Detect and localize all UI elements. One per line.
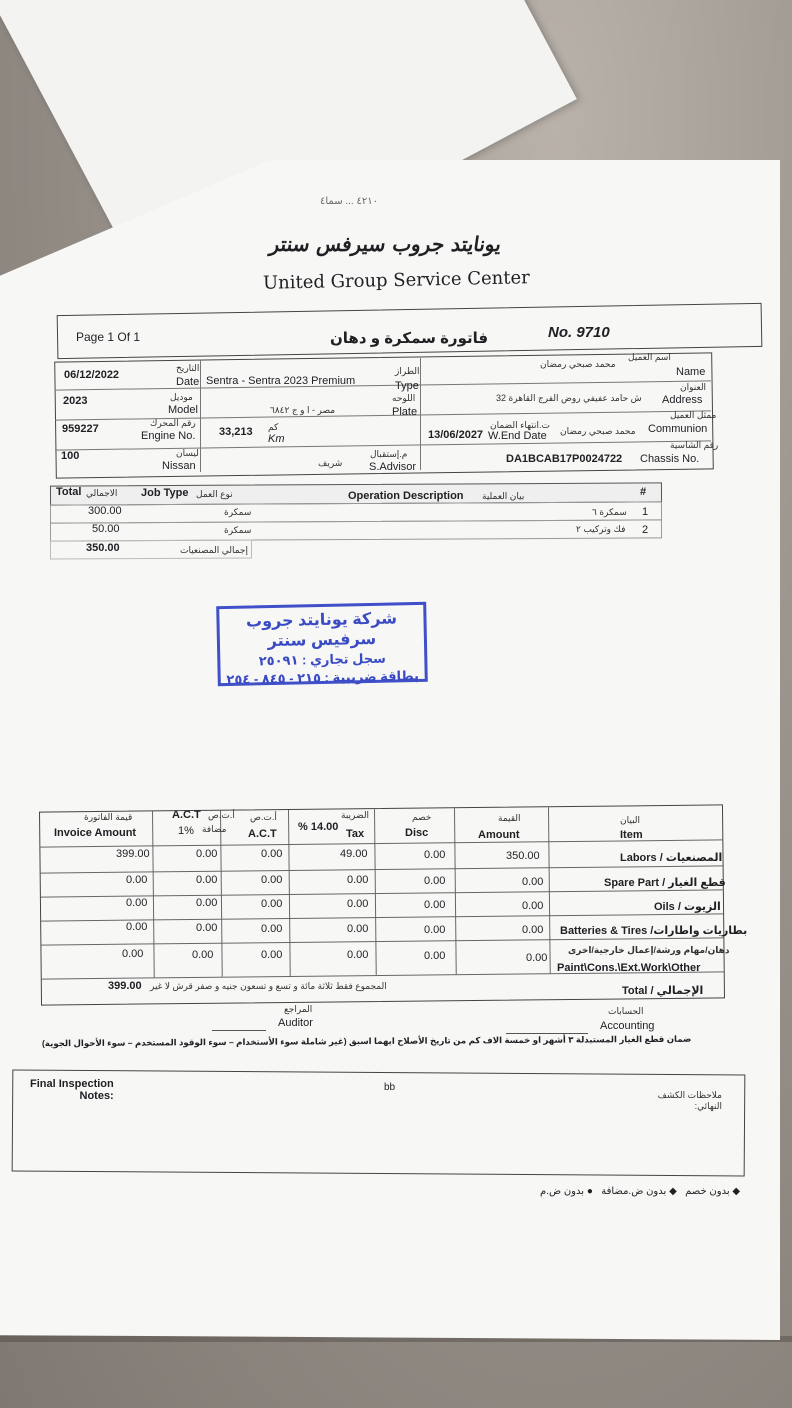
fin-item: Oils / الزيوت [654, 901, 721, 913]
fin-amount: 350.00 [506, 850, 540, 862]
fin-tax: 49.00 [340, 848, 368, 860]
fin-invoice: 0.00 [122, 948, 144, 960]
chassis-label: Chassis No. [640, 453, 700, 465]
fin-disc: 0.00 [424, 924, 446, 936]
row-jobtype: سمكرة [224, 525, 252, 535]
fin-tax: 0.00 [347, 923, 369, 935]
col-total-label-ar: الاجمالي [86, 488, 118, 498]
fin-amount: 0.00 [526, 952, 548, 964]
fin-act1: 0.00 [196, 848, 218, 860]
model-value: 2023 [63, 395, 88, 407]
make-label-ar: ليسان [176, 448, 199, 458]
fin-tax: 0.00 [347, 949, 369, 961]
fin-amount: 0.00 [522, 924, 544, 936]
fin-disc: 0.00 [424, 950, 446, 962]
row-desc: فك وتركيب ٢ [576, 524, 626, 534]
handwritten-scribble: ٤٢١٠ ... سما٤ [320, 196, 378, 207]
legend [540, 1186, 740, 1197]
make-code-value: 100 [61, 450, 80, 462]
col-item-label-ar: البيان [620, 815, 641, 825]
fin-invoice: 0.00 [126, 897, 148, 909]
plate-label: Plate [392, 406, 418, 418]
chassis-label-ar: رقم الشاسية [670, 440, 719, 450]
date-value: 06/12/2022 [64, 369, 120, 381]
bullet-icon: ◆ [669, 1186, 677, 1197]
col-num-label: # [640, 486, 647, 498]
auditor-signature-line [212, 1030, 266, 1031]
col-act2-label-ar: أ.ت.ص [250, 812, 277, 822]
fin-disc: 0.00 [424, 875, 446, 887]
fin-act1: 0.00 [196, 897, 218, 909]
legend-no-tax: بدون ض.م [540, 1186, 585, 1197]
row-total: 50.00 [92, 523, 120, 535]
warranty-note: ضمان قطع الغيار المستبدلة ٣ أشهر او خمسة الاف كم من تاريخ الأصلاح ايهما اسبق (غير شاملة سوء الأستخدام – سوء الوقود المستخدم – سوء الأحوال الجوية) [41, 1033, 692, 1049]
col-act2-label: A.C.T [248, 828, 277, 840]
warranty-end-label-ar: ت.انتهاء الضمان [490, 420, 550, 430]
row-jobtype: سمكرة [224, 507, 252, 517]
company-name-english: United Group Service Center [262, 267, 530, 294]
accounting-label: Accounting [600, 1020, 655, 1032]
engine-label: Engine No. [141, 430, 196, 442]
col-act1-label-ar: أ.ت.ص [208, 810, 235, 820]
final-inspection-label: Final Inspection Notes: [30, 1078, 114, 1102]
divider [200, 360, 201, 472]
fin-item: Labors / المصنعيات [620, 852, 723, 864]
col-item-label: Item [620, 829, 643, 841]
fin-tax: 0.00 [347, 898, 369, 910]
col-desc-label: Operation Description [348, 490, 464, 502]
name-value: محمد صبحي رمضان [540, 359, 616, 369]
fin-invoice: 399.00 [116, 848, 150, 860]
col-disc-label-ar: خصم [412, 812, 432, 822]
fin-act2: 0.00 [261, 848, 283, 860]
col-tax-label-ar: الضريبة [341, 810, 370, 820]
fin-amount: 0.00 [522, 876, 544, 888]
address-label-ar: العنوان [680, 382, 707, 392]
col-invoice-label-ar: قيمة الفاتورة [84, 812, 133, 822]
fin-tax: 0.00 [347, 874, 369, 886]
model-label: Model [168, 404, 198, 416]
row-total: 300.00 [88, 505, 122, 517]
company-stamp [216, 602, 428, 686]
col-tax-pct: % 14.00 [298, 821, 339, 833]
communion-value: محمد صبحي رمضان [560, 426, 636, 436]
row-desc: سمكرة ٦ [592, 507, 627, 517]
stamp-line-2: سجل تجاري : ٢٥٠٩١ [258, 650, 387, 669]
fin-act2: 0.00 [261, 874, 283, 886]
row-num: 2 [642, 524, 649, 536]
stamp-line-1: شركة يونايتد جروب سرفيس سنتر [245, 610, 398, 651]
fin-act2: 0.00 [261, 949, 283, 961]
warranty-end-label: W.End Date [488, 430, 547, 442]
col-act1-pct: 1% [178, 825, 194, 837]
km-label: Km [268, 433, 285, 445]
fin-act1: 0.00 [196, 874, 218, 886]
final-inspection-value: bb [384, 1082, 396, 1093]
advisor-label-ar: م.إستقبال [370, 449, 408, 459]
row-num: 1 [642, 506, 649, 518]
type-label-ar: الطراز [395, 366, 420, 376]
table-row [50, 519, 662, 541]
warranty-end-value: 13/06/2027 [428, 429, 484, 441]
total-amount: 399.00 [108, 980, 142, 992]
fin-invoice: 0.00 [126, 921, 148, 933]
col-total-label: Total [56, 486, 82, 498]
fin-disc: 0.00 [424, 849, 446, 861]
km-value: 33,213 [219, 426, 253, 438]
stamp-line-3: بطاقة ضريبية : ٢١٥ - ٨٤٥ - ٢٥٤ [226, 667, 420, 688]
col-act1-sub-ar: مضافة [202, 824, 227, 834]
bullet-icon: ● [586, 1186, 593, 1197]
model-label-ar: موديل [170, 392, 193, 402]
bullet-icon: ◆ [732, 1186, 741, 1197]
plate-value: مصر - ا و ج ٦٨٤٢ [270, 405, 336, 415]
fin-amount: 0.00 [522, 900, 544, 912]
fin-item: Paint\Cons.\Ext.Work\Other [557, 962, 701, 974]
type-label: Type [395, 380, 419, 392]
col-amount-label: Amount [478, 829, 520, 841]
plate-label-ar: اللوحه [392, 393, 416, 403]
legend-no-discount: بدون خصم [685, 1186, 730, 1197]
final-inspection-box [12, 1069, 746, 1176]
col-desc-label-ar: بيان العملية [482, 491, 525, 501]
company-name-arabic: يونايتد جروب سيرفس سنتر [268, 232, 503, 256]
fin-act1: 0.00 [192, 949, 214, 961]
col-act1-label: A.C.T [172, 809, 201, 821]
fin-act2: 0.00 [261, 898, 283, 910]
name-label: Name [676, 366, 706, 378]
col-tax-label: Tax [346, 828, 365, 840]
col-jobtype-label: Job Type [141, 487, 189, 499]
fin-invoice: 0.00 [126, 874, 148, 886]
advisor-label: S.Advisor [369, 461, 417, 473]
invoice-number: No. 9710 [548, 324, 610, 341]
accounting-label-ar: الحسابات [608, 1006, 644, 1016]
col-invoice-label: Invoice Amount [54, 827, 137, 839]
col-amount-label-ar: القيمة [498, 813, 521, 823]
operations-sum-label: إجمالي المصنعيات [180, 545, 248, 555]
date-label: Date [176, 376, 200, 388]
auditor-label: Auditor [278, 1017, 313, 1029]
name-label-ar: اسم العميل [628, 352, 671, 362]
total-in-words: المجموع فقط ثلاثة مائة و تسع و تسعون جنيه و صفر قرش لا غير [150, 981, 387, 991]
type-value: Sentra - Sentra 2023 Premium [206, 375, 356, 387]
date-label-ar: التاريخ [176, 363, 200, 373]
communion-label: Communion [648, 423, 708, 435]
fin-disc: 0.00 [424, 899, 446, 911]
fin-act2: 0.00 [261, 923, 283, 935]
fin-item: بطاريات واطارات/ Batteries & Tires [560, 925, 748, 937]
address-value: ش حامد عفيفي روض الفرج القاهرة 32 [496, 393, 642, 403]
auditor-label-ar: المراجع [284, 1004, 313, 1014]
km-label-ar: كم [268, 422, 279, 432]
invoice-title: فاتورة سمكرة و دهان [330, 330, 489, 347]
engine-value: 959227 [62, 423, 99, 435]
advisor-value: شريف [318, 458, 343, 468]
page-indicator: Page 1 Of 1 [76, 330, 141, 344]
communion-label-ar: ممثل العميل [670, 410, 717, 420]
fin-act1: 0.00 [196, 922, 218, 934]
final-inspection-label-ar: ملاحظات الكشف النهائي: [657, 1090, 722, 1111]
divider [420, 358, 421, 470]
fin-item: Spare Part / قطع الغيار [604, 877, 726, 889]
col-disc-label: Disc [405, 827, 429, 839]
address-label: Address [662, 394, 703, 406]
chassis-value: DA1BCAB17P0024722 [506, 453, 623, 465]
engine-label-ar: رقم المحرك [150, 418, 196, 428]
make-value: Nissan [162, 460, 196, 472]
total-label: Total / الإجمالي [622, 985, 704, 997]
fin-item-ar: دهان/مهام ورشة/إعمال خارجية/اخرى [568, 945, 730, 955]
divider [41, 865, 723, 873]
legend-no-vat: بدون ض.مضافة [601, 1186, 667, 1197]
col-jobtype-label-ar: نوع العمل [196, 489, 233, 499]
operations-sum-total: 350.00 [86, 542, 120, 554]
